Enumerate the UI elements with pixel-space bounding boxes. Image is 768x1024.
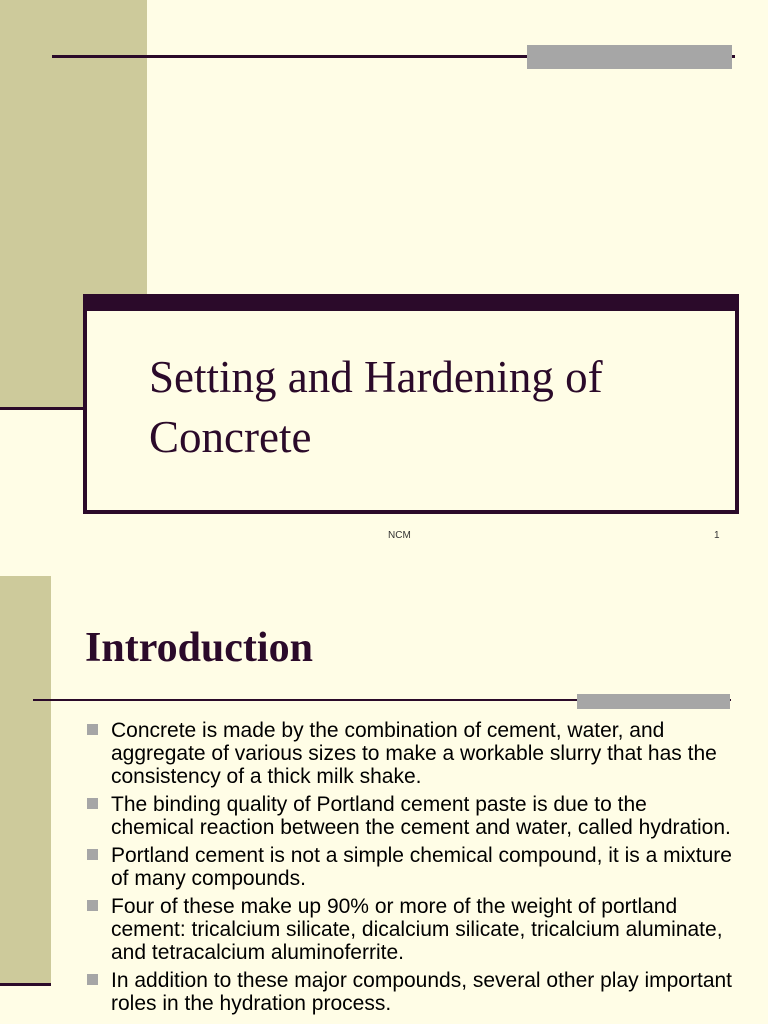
square-bullet-icon — [87, 974, 98, 985]
top-accent-bar — [527, 45, 732, 69]
bullet-text: Four of these make up 90% or more of the weight of portland cement: tricalcium silicate, dicalcium silicate, tricalcium aluminate, and tetracalcium aluminoferrite. — [111, 895, 723, 964]
bullet-text: Portland cement is not a simple chemical compound, it is a mixture of many compounds. — [111, 844, 732, 890]
heading-accent-bar — [577, 694, 730, 709]
side-band — [0, 576, 51, 986]
footer-label: NCM — [388, 530, 411, 541]
slide-heading: Introduction — [85, 625, 313, 671]
title-box — [83, 294, 739, 514]
bullet-item — [85, 793, 735, 839]
bullet-item — [85, 895, 735, 964]
bullet-item — [85, 969, 735, 1015]
bullet-text: The binding quality of Portland cement paste is due to the chemical reaction between the cement and water, called hydration. — [111, 793, 731, 839]
square-bullet-icon — [87, 798, 98, 809]
side-band-rule — [0, 983, 51, 986]
square-bullet-icon — [87, 724, 98, 735]
bullet-item — [85, 844, 735, 890]
square-bullet-icon — [87, 900, 98, 911]
bullet-text: In addition to these major compounds, several other play important roles in the hydration process. — [111, 969, 733, 1015]
square-bullet-icon — [87, 849, 98, 860]
bullet-item — [85, 719, 735, 788]
bullet-text: Concrete is made by the combination of cement, water, and aggregate of various sizes to make a workable slurry that has the consistency of a thick milk shake. — [111, 719, 717, 788]
bullet-list — [85, 719, 735, 1020]
slide-title: Setting and Hardening of Concrete — [149, 352, 603, 462]
page-number: 1 — [714, 530, 720, 541]
side-rule — [0, 407, 85, 410]
slide-2 — [0, 576, 768, 1024]
